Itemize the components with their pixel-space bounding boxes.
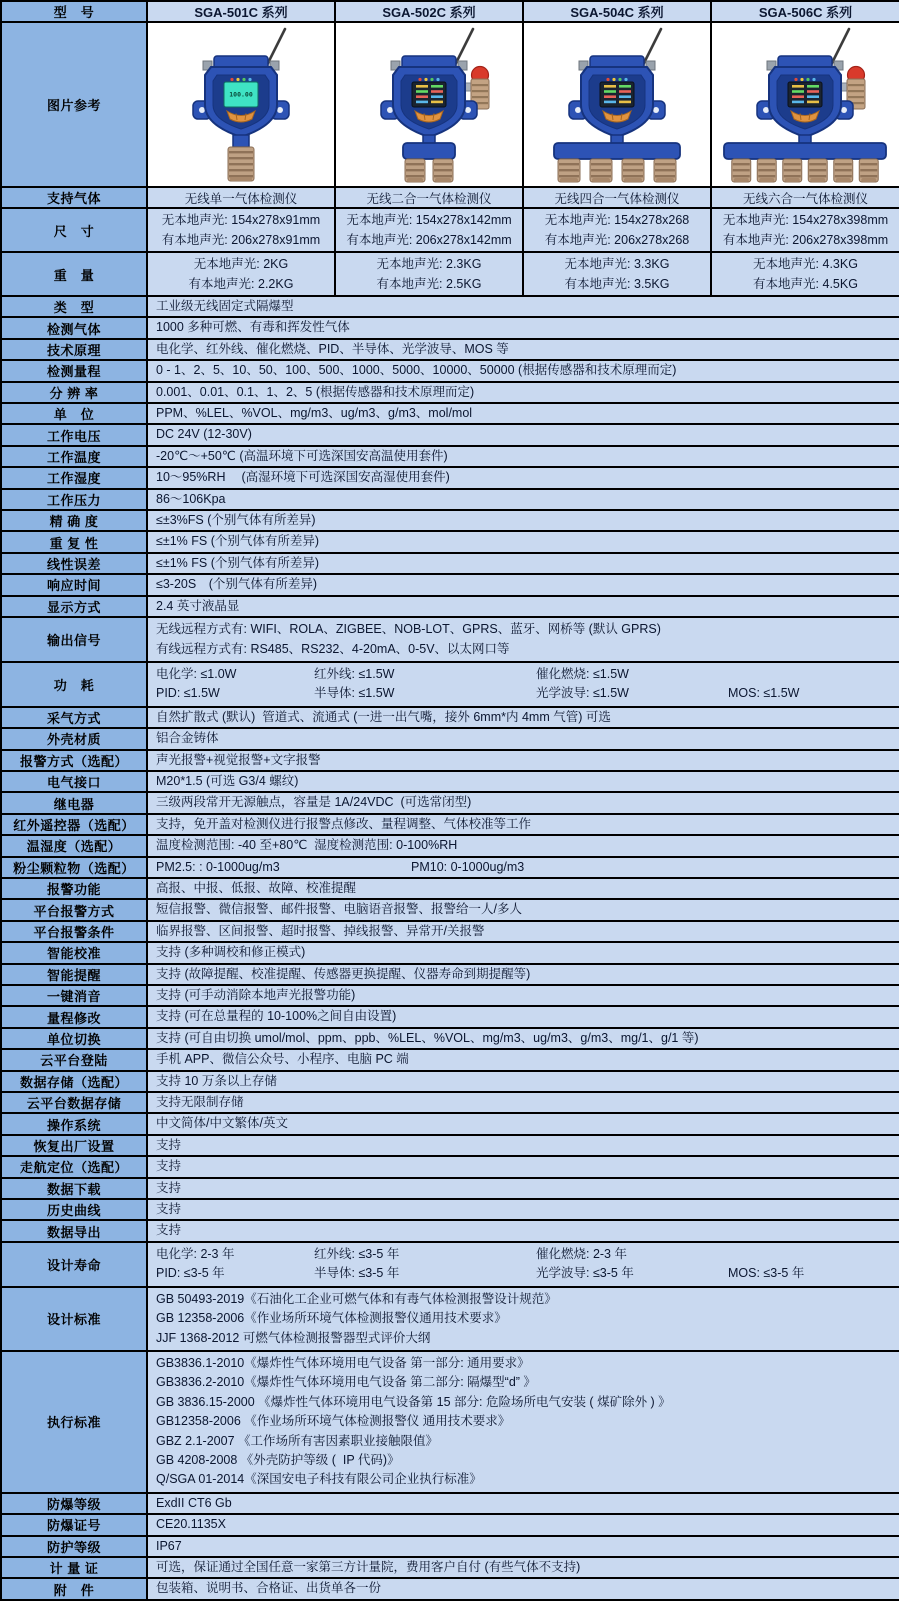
spec-row-humidity (1, 467, 899, 488)
product-photo-cell-4 (711, 22, 899, 187)
row-label-accessories: 附 件 (1, 1578, 147, 1599)
row-value-platform-alarm-cond (147, 921, 899, 942)
spec-row-range-modify (1, 1006, 899, 1027)
row-value-exec-std (147, 1351, 899, 1493)
row-label-smart-cal: 智能校准 (1, 942, 147, 963)
spec-row-cloud-login (1, 1049, 899, 1070)
value-segment: 半导体: ≤3-5 年 (314, 1266, 400, 1281)
row-label-weight: 重 量 (1, 252, 147, 296)
row-label-range: 检测量程 (1, 360, 147, 381)
spec-row-housing (1, 728, 899, 749)
value-line: 支持 10 万条以上存储 (156, 1073, 277, 1088)
row-value-resolution (147, 382, 899, 403)
value-line: 支持 (多种调校和修正模式) (156, 945, 306, 960)
spec-row-os (1, 1113, 899, 1134)
value-line: ExdII CT6 Gb (156, 1495, 232, 1510)
row-label-os: 操作系统 (1, 1113, 147, 1134)
row-value-exproof-grade (147, 1493, 899, 1514)
spec-row-platform-alarm-cond (1, 921, 899, 942)
value-line: 高报、中报、低报、故障、校准提醒 (156, 880, 357, 895)
value-line: -20℃～+50℃ (高温环境下可选深国安高温使用套件) (156, 448, 448, 463)
row-label-data-storage: 数据存储（选配） (1, 1071, 147, 1092)
spec-row-nav-position (1, 1156, 899, 1177)
spec-row-sampling (1, 707, 899, 728)
value-line: ≤±1% FS (个别气体有所差异) (156, 555, 320, 570)
value-line: 声光报警+视觉报警+文字报警 (156, 752, 321, 767)
row-label-response-time: 响应时间 (1, 574, 147, 595)
spec-row-exec-std (1, 1351, 899, 1493)
row-label-platform-alarm-mode: 平台报警方式 (1, 899, 147, 920)
value-line: IP67 (156, 1538, 182, 1553)
row-label-relay: 继电器 (1, 792, 147, 813)
value-line: 工业级无线固定式隔爆型 (156, 299, 294, 313)
row-value-electrical-port (147, 771, 899, 792)
gas-detector-image-1 (148, 23, 335, 183)
value-line: GB 4208-2008 《外壳防护等级 ( IP 代码)》 (156, 1452, 400, 1467)
row-value-unit (147, 403, 899, 424)
spec-row-repeatability (1, 531, 899, 552)
spec-row-type (1, 296, 899, 317)
row-value-nav-position (147, 1156, 899, 1177)
value-line: 三级两段常开无源触点，容量是 1A/24VDC (可选常闭型) (156, 795, 472, 810)
row-value-data-export (147, 1220, 899, 1241)
value-line: 支持 (可手动消除本地声光报警功能) (156, 988, 356, 1002)
value-line: CE20.1135X (156, 1517, 226, 1532)
row-label-sampling: 采气方式 (1, 707, 147, 728)
dims-4 (711, 208, 899, 252)
value-line: 温度检测范围: -40 至+80℃ 湿度检测范围: 0-100%RH (156, 838, 458, 853)
row-value-accuracy (147, 510, 899, 531)
svg-text:100.00: 100.00 (229, 90, 253, 99)
product-photo-cell-3 (523, 22, 711, 187)
spec-row-accessories (1, 1578, 899, 1599)
value-line: 无线远程方式有: WIFI、ROLA、ZIGBEE、NOB-LOT、GPRS、蓝牙、网桥等 (默认 GPRS) (156, 622, 661, 637)
row-value-cloud-login (147, 1049, 899, 1070)
supported-gas-row (1, 187, 899, 208)
row-label-factory-reset: 恢复出厂设置 (1, 1135, 147, 1156)
model-name-sga-504c: SGA-504C 系列 (523, 1, 711, 22)
row-label-detect-gas: 检测气体 (1, 317, 147, 338)
product-photo-cell-1 (147, 22, 335, 187)
row-value-relay (147, 792, 899, 813)
row-label-principle: 技术原理 (1, 339, 147, 360)
row-value-history-curve (147, 1199, 899, 1220)
gas-detector-image-2 (336, 23, 523, 183)
value-line: 可选，保证通过全国任意一家第三方计量院，费用客户自付 (有些气体不支持) (156, 1559, 581, 1574)
model-header-row (1, 1, 899, 22)
row-value-principle (147, 339, 899, 360)
spec-row-design-life (1, 1242, 899, 1287)
gas-type-1: 无线单一气体检测仪 (147, 187, 335, 208)
row-label-power: 功 耗 (1, 662, 147, 707)
value-line: 支持无限制存储 (156, 1095, 244, 1110)
row-label-alarm-mode: 报警方式（选配） (1, 750, 147, 771)
row-label-image: 图片参考 (1, 22, 147, 187)
row-value-output-signal (147, 617, 899, 662)
row-value-range (147, 360, 899, 381)
row-label-nav-position: 走航定位（选配） (1, 1156, 147, 1177)
value-line: 短信报警、微信报警、邮件报警、电脑语音报警、报警给一人/多人 (156, 902, 522, 917)
row-value-linearity (147, 553, 899, 574)
dims-line: 无本地声光: 154x278x91mm (161, 213, 321, 227)
spec-row-alarm-func (1, 878, 899, 899)
value-line: 手机 APP、微信公众号、小程序、电脑 PC 端 (156, 1052, 409, 1067)
row-value-housing (147, 728, 899, 749)
value-line: 中文简体/中文繁体/英文 (156, 1116, 288, 1131)
value-segment: 红外线: ≤1.5W (314, 666, 395, 681)
row-value-humidity (147, 467, 899, 488)
spec-row-relay (1, 792, 899, 813)
spec-row-response-time (1, 574, 899, 595)
dims-2 (335, 208, 523, 252)
row-value-voltage (147, 424, 899, 445)
spec-row-unit-switch (1, 1028, 899, 1049)
row-value-accessories (147, 1578, 899, 1599)
value-line: 2.4 英寸液晶显 (156, 598, 240, 613)
value-line: 支持 (可在总量程的 10-100%之间自由设置) (156, 1009, 397, 1024)
weight-line: 无本地声光: 2KG (193, 257, 289, 271)
value-line: 1000 多种可燃、有毒和挥发性气体 (156, 320, 350, 335)
gas-detector-image-3 (524, 23, 711, 183)
value-line: 电化学、红外线、催化燃烧、PID、半导体、光学波导、MOS 等 (156, 341, 509, 356)
row-value-metering-cert (147, 1557, 899, 1578)
weight-3 (523, 252, 711, 296)
row-label-resolution: 分 辨 率 (1, 382, 147, 403)
value-segment: PID: ≤3-5 年 (156, 1266, 225, 1281)
row-label-display: 显示方式 (1, 596, 147, 617)
weight-line: 无本地声光: 4.3KG (753, 257, 858, 271)
spec-row-range (1, 360, 899, 381)
row-label-alarm-func: 报警功能 (1, 878, 147, 899)
value-line: ≤±3%FS (个别气体有所差异) (156, 513, 316, 528)
value-segment: 催化燃烧: ≤1.5W (536, 666, 629, 681)
value-line: ≤±1% FS (个别气体有所差异) (156, 534, 320, 549)
value-line: GB3836.1-2010《爆炸性气体环境用电气设备 第一部分: 通用要求》 (156, 1355, 530, 1370)
value-segment: 光学波导: ≤1.5W (536, 686, 629, 701)
spec-row-display (1, 596, 899, 617)
gas-detector-image-4 (712, 23, 899, 183)
row-label-design-life: 设计寿命 (1, 1242, 147, 1287)
spec-row-data-download (1, 1178, 899, 1199)
value-line: DC 24V (12-30V) (156, 427, 252, 442)
value-segment: 红外线: ≤3-5 年 (314, 1246, 400, 1261)
value-line: Q/SGA 01-2014《深国安电子科技有限公司企业执行标准》 (156, 1472, 482, 1487)
gas-type-4: 无线六合一气体检测仪 (711, 187, 899, 208)
value-line: 支持，免开盖对检测仪进行报警点修改、量程调整、气体校准等工作 (156, 816, 532, 831)
row-value-power (147, 662, 899, 707)
spec-row-platform-alarm-mode (1, 899, 899, 920)
row-label-history-curve: 历史曲线 (1, 1199, 147, 1220)
weight-1 (147, 252, 335, 296)
row-value-alarm-func (147, 878, 899, 899)
value-line: 支持 (156, 1180, 182, 1195)
spec-row-unit (1, 403, 899, 424)
row-value-pressure (147, 489, 899, 510)
spec-row-data-export (1, 1220, 899, 1241)
gas-type-2: 无线二合一气体检测仪 (335, 187, 523, 208)
row-label-humidity: 工作湿度 (1, 467, 147, 488)
value-line: PPM、%LEL、%VOL、mg/m3、ug/m3、g/m3、mol/mol (156, 406, 473, 421)
value-segment: 电化学: 2-3 年 (156, 1246, 235, 1261)
spec-row-accuracy (1, 510, 899, 531)
row-value-alarm-mode (147, 750, 899, 771)
row-value-ip-grade (147, 1536, 899, 1557)
row-label-unit-switch: 单位切换 (1, 1028, 147, 1049)
row-value-exproof-cert (147, 1514, 899, 1535)
row-label-size: 尺 寸 (1, 208, 147, 252)
spec-row-dust (1, 857, 899, 878)
value-line: 支持 (可自由切换 umol/mol、ppm、ppb、%LEL、%VOL、mg/m3、ug/m3、g/m3、mg/1、g/1 等) (156, 1030, 699, 1045)
value-line: GBZ 2.1-2007 《工作场所有害因素职业接触限值》 (156, 1433, 438, 1448)
value-line: ≤3-20S (个别气体有所差异) (156, 577, 318, 592)
row-value-temp-humidity (147, 835, 899, 856)
weight-line: 有本地声光: 2.5KG (376, 277, 482, 291)
spec-row-temp-humidity (1, 835, 899, 856)
spec-row-one-key-mute (1, 985, 899, 1006)
value-segment: MOS: ≤1.5W (728, 686, 800, 701)
value-line: 铝合金铸体 (156, 731, 219, 746)
value-segment: 电化学: ≤1.0W (156, 666, 237, 681)
spec-row-detect-gas (1, 317, 899, 338)
spec-row-alarm-mode (1, 750, 899, 771)
row-value-design-life (147, 1242, 899, 1287)
spec-row-exproof-grade (1, 1493, 899, 1514)
row-label-one-key-mute: 一键消音 (1, 985, 147, 1006)
value-line: 自然扩散式 (默认) 管道式、流通式 (一进一出气嘴，接外 6mm*内 4mm 气管) 可选 (156, 709, 611, 724)
row-value-detect-gas (147, 317, 899, 338)
value-line: 包装箱、说明书、合格证、出货单各一份 (156, 1581, 382, 1596)
spec-row-output-signal (1, 617, 899, 662)
dims-1 (147, 208, 335, 252)
row-label-exproof-cert: 防爆证号 (1, 1514, 147, 1535)
value-line: JJF 1368-2012 可燃气体检测报警器型式评价大纲 (156, 1330, 431, 1345)
spec-row-data-storage (1, 1071, 899, 1092)
value-line: GB 3836.15-2000 《爆炸性气体环境用电气设备第 15 部分: 危险场所电气安装 ( 煤矿除外 ) 》 (156, 1394, 671, 1409)
value-line: GB 50493-2019《石油化工企业可燃气体和有毒气体检测报警设计规范》 (156, 1291, 557, 1306)
row-label-data-export: 数据导出 (1, 1220, 147, 1241)
value-line: M20*1.5 (可选 G3/4 螺纹) (156, 773, 299, 788)
spec-row-voltage (1, 424, 899, 445)
value-segment: PM2.5: : 0-1000ug/m3 (156, 859, 280, 874)
value-line: 支持 (156, 1137, 182, 1152)
spec-row-power (1, 662, 899, 707)
dims-3 (523, 208, 711, 252)
gas-type-3: 无线四合一气体检测仪 (523, 187, 711, 208)
row-label-linearity: 线性误差 (1, 553, 147, 574)
row-label-design-std: 设计标准 (1, 1287, 147, 1351)
row-label-unit: 单 位 (1, 403, 147, 424)
model-name-sga-506c: SGA-506C 系列 (711, 1, 899, 22)
row-value-data-download (147, 1178, 899, 1199)
row-value-range-modify (147, 1006, 899, 1027)
spec-row-ip-grade (1, 1536, 899, 1557)
row-value-unit-switch (147, 1028, 899, 1049)
row-label-cloud-login: 云平台登陆 (1, 1049, 147, 1070)
weight-4 (711, 252, 899, 296)
row-value-one-key-mute (147, 985, 899, 1006)
row-value-cloud-storage (147, 1092, 899, 1113)
value-segment: MOS: ≤3-5 年 (728, 1266, 805, 1281)
row-value-sampling (147, 707, 899, 728)
row-label-cloud-storage: 云平台数据存储 (1, 1092, 147, 1113)
value-line: 有线远程方式有: RS485、RS232、4-20mA、0-5V、以太网口等 (156, 641, 510, 656)
row-value-response-time (147, 574, 899, 595)
spec-row-ir-remote (1, 814, 899, 835)
row-value-data-storage (147, 1071, 899, 1092)
spec-row-history-curve (1, 1199, 899, 1220)
dims-line: 有本地声光: 206x278x398mm (722, 233, 889, 247)
product-photo-cell-2 (335, 22, 523, 187)
row-label-model: 型 号 (1, 1, 147, 22)
value-line: 支持 (156, 1223, 182, 1238)
row-label-gas: 支持气体 (1, 187, 147, 208)
spec-row-metering-cert (1, 1557, 899, 1578)
row-label-ip-grade: 防护等级 (1, 1536, 147, 1557)
spec-row-factory-reset (1, 1135, 899, 1156)
dims-line: 无本地声光: 154x278x268 (544, 213, 690, 227)
value-line: 86～106Kpa (156, 491, 226, 506)
value-line: 支持 (156, 1202, 182, 1217)
value-segment: 催化燃烧: 2-3 年 (536, 1246, 627, 1261)
row-value-smart-cal (147, 942, 899, 963)
value-segment: PID: ≤1.5W (156, 686, 220, 701)
weight-line: 有本地声光: 4.5KG (753, 277, 858, 291)
spec-row-electrical-port (1, 771, 899, 792)
weight-line: 有本地声光: 2.2KG (188, 277, 294, 291)
value-line: 支持 (故障提醒、校准提醒、传感器更换提醒、仪器寿命到期提醒等) (156, 966, 531, 981)
spec-row-design-std (1, 1287, 899, 1351)
weight-line: 有本地声光: 3.5KG (564, 277, 670, 291)
row-value-dust (147, 857, 899, 878)
row-label-type: 类 型 (1, 296, 147, 317)
spec-row-cloud-storage (1, 1092, 899, 1113)
row-label-ir-remote: 红外遥控器（选配） (1, 814, 147, 835)
value-segment: 光学波导: ≤3-5 年 (536, 1266, 634, 1281)
dims-line: 有本地声光: 206x278x142mm (346, 233, 512, 247)
spec-row-smart-remind (1, 964, 899, 985)
row-label-temp-humidity: 温湿度（选配） (1, 835, 147, 856)
row-label-platform-alarm-cond: 平台报警条件 (1, 921, 147, 942)
model-name-sga-501c: SGA-501C 系列 (147, 1, 335, 22)
row-value-design-std (147, 1287, 899, 1351)
spec-row-linearity (1, 553, 899, 574)
row-label-range-modify: 量程修改 (1, 1006, 147, 1027)
row-label-accuracy: 精 确 度 (1, 510, 147, 531)
row-value-os (147, 1113, 899, 1134)
weight-row (1, 252, 899, 296)
value-segment: 半导体: ≤1.5W (314, 686, 395, 701)
value-line: GB3836.2-2010《爆炸性气体环境用电气设备 第二部分: 隔爆型“d” 》 (156, 1375, 536, 1390)
value-line: GB 12358-2006《作业场所环境气体检测报警仪通用技术要求》 (156, 1311, 507, 1326)
row-label-electrical-port: 电气接口 (1, 771, 147, 792)
row-value-smart-remind (147, 964, 899, 985)
value-line: 临界报警、区间报警、超时报警、掉线报警、异常开/关报警 (156, 923, 485, 938)
row-label-metering-cert: 计 量 证 (1, 1557, 147, 1578)
row-label-temperature: 工作温度 (1, 446, 147, 467)
row-label-exproof-grade: 防爆等级 (1, 1493, 147, 1514)
weight-line: 无本地声光: 2.3KG (376, 257, 482, 271)
row-label-exec-std: 执行标准 (1, 1351, 147, 1493)
spec-row-smart-cal (1, 942, 899, 963)
value-segment: PM10: 0-1000ug/m3 (411, 859, 525, 874)
row-label-repeatability: 重 复 性 (1, 531, 147, 552)
dims-line: 有本地声光: 206x278x268 (544, 233, 690, 247)
weight-line: 无本地声光: 3.3KG (564, 257, 670, 271)
value-line: 10～95%RH (高湿环境下可选深国安高湿使用套件) (156, 470, 450, 485)
row-label-data-download: 数据下载 (1, 1178, 147, 1199)
spec-row-pressure (1, 489, 899, 510)
model-name-sga-502c: SGA-502C 系列 (335, 1, 523, 22)
spec-row-resolution (1, 382, 899, 403)
row-value-temperature (147, 446, 899, 467)
dims-line: 有本地声光: 206x278x91mm (161, 233, 321, 247)
row-value-display (147, 596, 899, 617)
value-line: 支持 (156, 1159, 182, 1174)
row-label-output-signal: 输出信号 (1, 617, 147, 662)
row-label-dust: 粉尘颗粒物（选配） (1, 857, 147, 878)
value-line: GB12358-2006 《作业场所环境气体检测报警仪 通用技术要求》 (156, 1414, 511, 1429)
spec-row-principle (1, 339, 899, 360)
row-value-ir-remote (147, 814, 899, 835)
spec-row-exproof-cert (1, 1514, 899, 1535)
value-line: 0.001、0.01、0.1、1、2、5 (根据传感器和技术原理而定) (156, 384, 475, 399)
row-value-repeatability (147, 531, 899, 552)
row-label-voltage: 工作电压 (1, 424, 147, 445)
row-label-pressure: 工作压力 (1, 489, 147, 510)
row-value-factory-reset (147, 1135, 899, 1156)
dimensions-row (1, 208, 899, 252)
row-value-type (147, 296, 899, 317)
dims-line: 无本地声光: 154x278x398mm (722, 213, 889, 227)
row-label-smart-remind: 智能提醒 (1, 964, 147, 985)
row-label-housing: 外壳材质 (1, 728, 147, 749)
weight-2 (335, 252, 523, 296)
value-line: 0 - 1、2、5、10、50、100、500、1000、5000、10000、50000 (根据传感器和技术原理而定) (156, 363, 677, 378)
row-value-platform-alarm-mode (147, 899, 899, 920)
dims-line: 无本地声光: 154x278x142mm (346, 213, 512, 227)
image-row (1, 22, 899, 187)
spec-row-temperature (1, 446, 899, 467)
